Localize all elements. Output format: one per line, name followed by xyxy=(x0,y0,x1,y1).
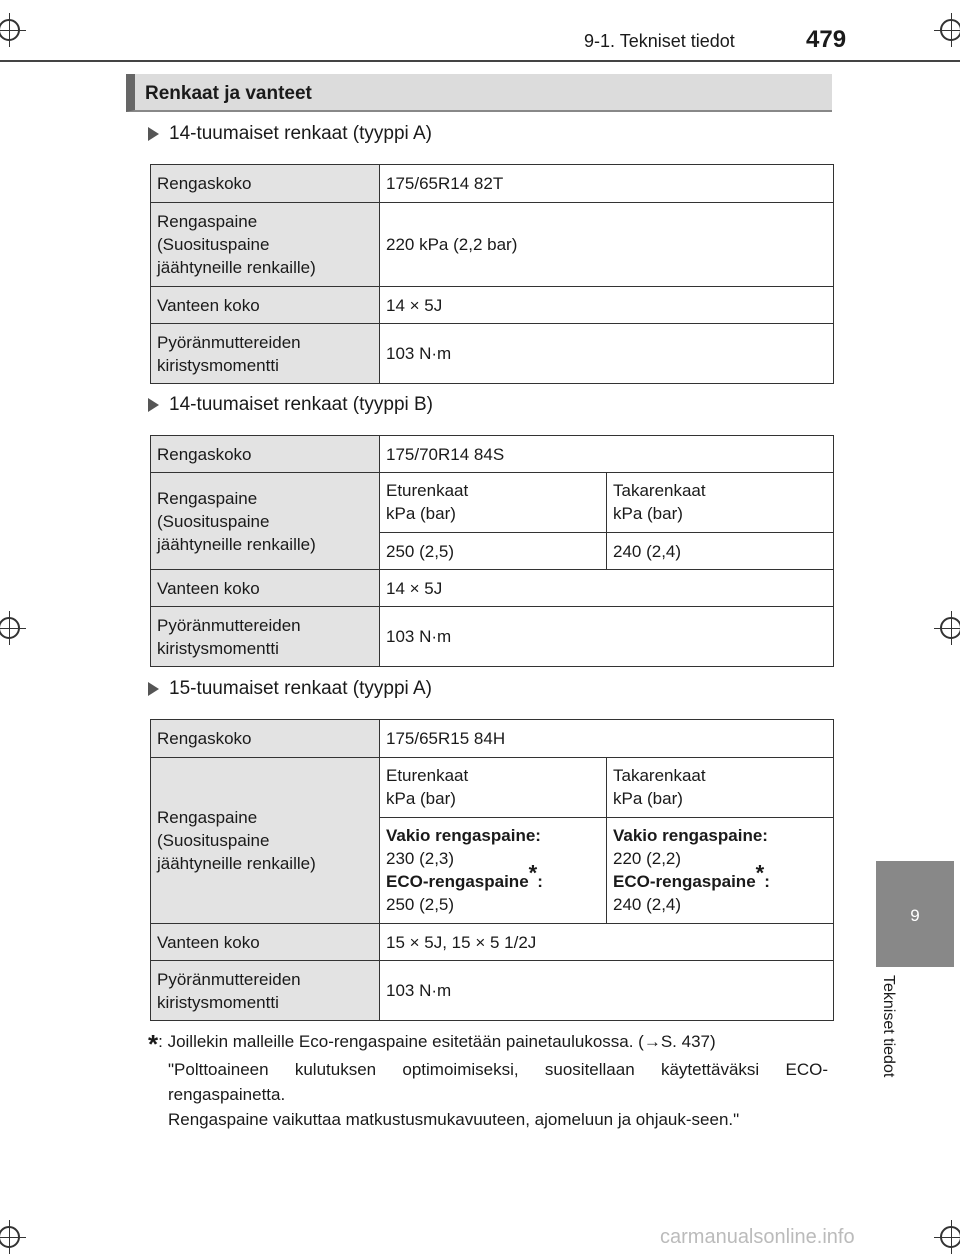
registration-mark-icon xyxy=(0,617,20,639)
value-momentti: 103 N·m xyxy=(380,607,834,667)
triangle-bullet-icon xyxy=(148,398,159,412)
subheading-text: 15-tuumaiset renkaat (tyyppi A) xyxy=(169,678,432,699)
registration-mark-icon xyxy=(940,19,960,41)
value-vanteen-koko: 14 × 5J xyxy=(380,570,834,607)
label-rengaskoko: Rengaskoko xyxy=(151,720,380,758)
header-rule xyxy=(0,60,960,62)
chapter-tab xyxy=(876,861,954,967)
header-section-title: 9-1. Tekniset tiedot xyxy=(584,31,735,51)
header-takarenkaat: Takarenkaat kPa (bar) xyxy=(607,473,834,533)
header-takarenkaat: Takarenkaat kPa (bar) xyxy=(607,758,834,818)
section-heading: Renkaat ja vanteet xyxy=(145,83,312,104)
spec-table-15a xyxy=(150,719,834,1021)
spec-table-14a xyxy=(150,164,834,384)
value-rengaskoko: 175/65R15 84H xyxy=(380,720,834,758)
label-momentti: Pyöränmuttereiden kiristysmomentti xyxy=(151,607,380,667)
subheading-text: 14-tuumaiset renkaat (tyyppi B) xyxy=(169,394,434,415)
chapter-number: 9 xyxy=(910,906,920,925)
value-rengaspaine: 220 kPa (2,2 bar) xyxy=(380,203,834,287)
label-rengaspaine: Rengaspaine (Suosituspaine jäähtyneille renkaille) xyxy=(151,203,380,287)
label-rengaskoko: Rengaskoko xyxy=(151,436,380,473)
watermark: carmanualsonline.info xyxy=(660,1226,855,1248)
header-eturenkaat: Eturenkaat kPa (bar) xyxy=(380,758,607,818)
value-eturenkaat: 250 (2,5) xyxy=(380,533,607,570)
triangle-bullet-icon xyxy=(148,127,159,141)
label-rengaskoko: Rengaskoko xyxy=(151,165,380,203)
value-vanteen-koko: 14 × 5J xyxy=(380,287,834,324)
label-momentti: Pyöränmuttereiden kiristysmomentti xyxy=(151,324,380,384)
value-eturenkaat: Vakio rengaspaine: 230 (2,3) ECO-rengaspaine*: 250 (2,5) xyxy=(380,818,607,924)
subheading-14b xyxy=(148,394,433,416)
subheading-text: 14-tuumaiset renkaat (tyyppi A) xyxy=(169,123,432,144)
spec-table-14b xyxy=(150,435,834,667)
label-rengaspaine: Rengaspaine (Suosituspaine jäähtyneille renkaille) xyxy=(151,473,380,570)
label-rengaspaine: Rengaspaine (Suosituspaine jäähtyneille renkaille) xyxy=(151,758,380,924)
footnote xyxy=(148,1029,828,1132)
registration-mark-icon xyxy=(940,1226,960,1248)
label-vanteen-koko: Vanteen koko xyxy=(151,287,380,324)
subheading-14a xyxy=(148,123,432,145)
label-momentti: Pyöränmuttereiden kiristysmomentti xyxy=(151,961,380,1021)
page-number: 479 xyxy=(806,26,847,53)
value-takarenkaat: Vakio rengaspaine: 220 (2,2) ECO-rengaspaine*: 240 (2,4) xyxy=(607,818,834,924)
value-rengaskoko: 175/65R14 82T xyxy=(380,165,834,203)
header-eturenkaat: Eturenkaat kPa (bar) xyxy=(380,473,607,533)
value-rengaskoko: 175/70R14 84S xyxy=(380,436,834,473)
label-vanteen-koko: Vanteen koko xyxy=(151,924,380,961)
value-vanteen-koko: 15 × 5J, 15 × 5 1/2J xyxy=(380,924,834,961)
registration-mark-icon xyxy=(0,1226,20,1248)
section-heading-bar xyxy=(126,74,832,112)
footnote-star: * xyxy=(148,1029,159,1059)
triangle-bullet-icon xyxy=(148,682,159,696)
subheading-15a xyxy=(148,678,432,700)
label-vanteen-koko: Vanteen koko xyxy=(151,570,380,607)
registration-mark-icon xyxy=(940,617,960,639)
chapter-label: Tekniset tiedot xyxy=(880,975,897,1078)
registration-mark-icon xyxy=(0,19,20,41)
footnote-quote-2: Rengaspaine vaikuttaa matkustusmukavuuteen, ajomeluun ja ohjauk-seen." xyxy=(168,1110,740,1129)
footnote-text: : Joillekin malleille Eco-rengaspaine esitetään painetaulukossa. (→S. 437) xyxy=(158,1032,716,1051)
value-momentti: 103 N·m xyxy=(380,324,834,384)
footnote-quote: "Polttoaineen kulutuksen optimoimiseksi, suositellaan käytettäväksi ECO-rengaspainetta. xyxy=(168,1060,828,1104)
value-takarenkaat: 240 (2,4) xyxy=(607,533,834,570)
value-momentti: 103 N·m xyxy=(380,961,834,1021)
